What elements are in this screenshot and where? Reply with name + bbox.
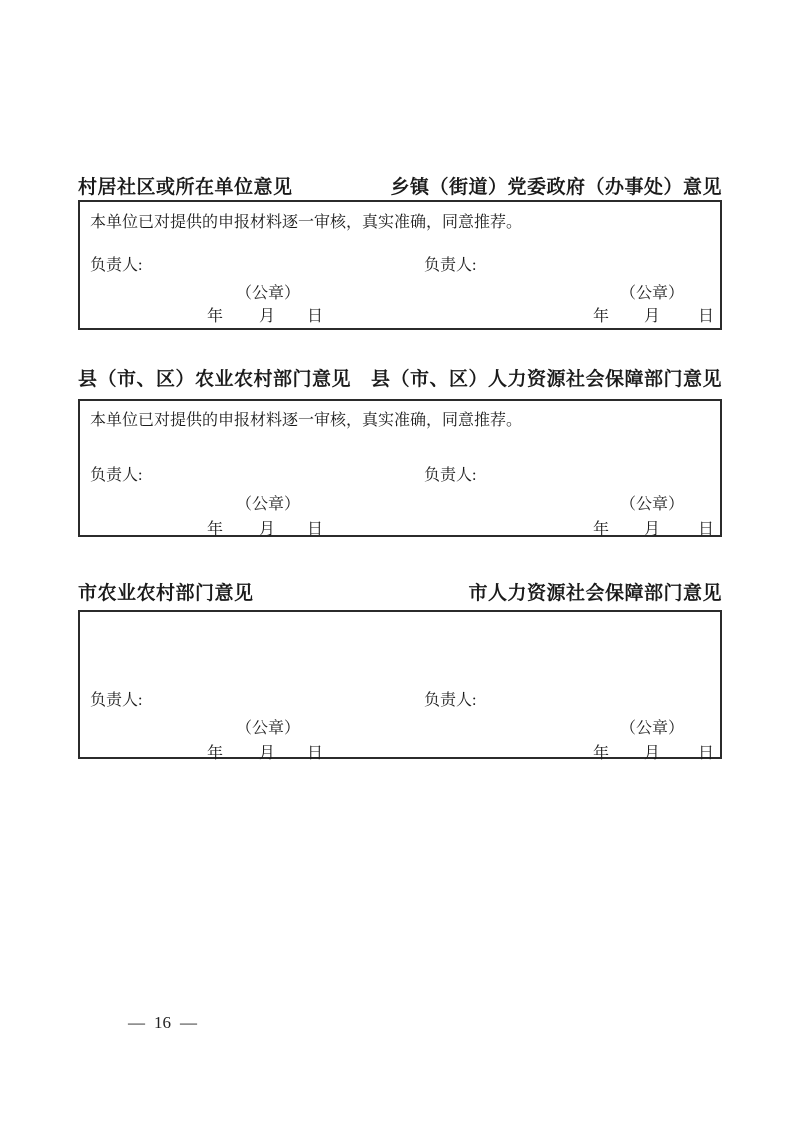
month-label-right: 月	[644, 521, 661, 538]
leader-label-right: 负责人:	[424, 467, 477, 484]
seal-label-left: （公章）	[236, 285, 301, 302]
section-county-header	[78, 364, 722, 391]
leader-label-right: 负责人:	[424, 692, 477, 709]
seal-label-left: （公章）	[236, 496, 301, 513]
seal-label-right: （公章）	[620, 496, 685, 513]
section-city-header-right: 市人力资源社会保障部门意见	[468, 583, 722, 604]
section-county-header-right: 县（市、区）人力资源社会保障部门意见	[370, 369, 722, 390]
section-village-box	[78, 200, 722, 330]
section-city-box	[78, 610, 722, 762]
section-city-header	[78, 578, 722, 605]
month-label-left: 月	[259, 308, 276, 325]
year-label-left: 年	[207, 745, 224, 762]
section-village-header-right: 乡镇（街道）党委政府（办事处）意见	[390, 177, 722, 198]
day-label-right: 日	[698, 308, 715, 325]
section-village-header	[78, 172, 722, 199]
year-label-right: 年	[593, 745, 610, 762]
section-county-header-left: 县（市、区）农业农村部门意见	[78, 369, 352, 390]
review-statement: 本单位已对提供的申报材料逐一审核，真实准确，同意推荐。	[90, 412, 523, 429]
month-label-right: 月	[644, 745, 661, 762]
leader-label-left: 负责人:	[90, 257, 143, 274]
year-label-left: 年	[207, 308, 224, 325]
date-row	[80, 519, 720, 541]
date-row	[80, 306, 720, 328]
leader-label-left: 负责人:	[90, 692, 143, 709]
leader-row	[80, 255, 720, 277]
page-number: 16	[154, 1013, 171, 1032]
footer-right-dash: —	[180, 1013, 197, 1032]
leader-label-left: 负责人:	[90, 467, 143, 484]
seal-row	[80, 494, 720, 516]
leader-row	[80, 465, 720, 487]
leader-row	[80, 690, 720, 712]
footer-left-dash: —	[128, 1013, 145, 1032]
day-label-right: 日	[698, 521, 715, 538]
seal-row	[80, 718, 720, 740]
seal-row	[80, 283, 720, 305]
seal-label-right: （公章）	[620, 720, 685, 737]
seal-label-right: （公章）	[620, 285, 685, 302]
day-label-right: 日	[698, 745, 715, 762]
month-label-left: 月	[259, 521, 276, 538]
year-label-right: 年	[593, 308, 610, 325]
seal-label-left: （公章）	[236, 720, 301, 737]
date-row	[80, 743, 720, 765]
day-label-left: 日	[307, 521, 324, 538]
section-city-header-left: 市农业农村部门意见	[78, 583, 254, 604]
day-label-left: 日	[307, 308, 324, 325]
section-village-header-left: 村居社区或所在单位意见	[78, 177, 293, 198]
month-label-left: 月	[259, 745, 276, 762]
year-label-right: 年	[593, 521, 610, 538]
day-label-left: 日	[307, 745, 324, 762]
month-label-right: 月	[644, 308, 661, 325]
review-statement: 本单位已对提供的申报材料逐一审核，真实准确，同意推荐。	[90, 214, 523, 231]
page-footer	[128, 1013, 197, 1033]
year-label-left: 年	[207, 521, 224, 538]
leader-label-right: 负责人:	[424, 257, 477, 274]
section-county-box	[78, 399, 722, 537]
